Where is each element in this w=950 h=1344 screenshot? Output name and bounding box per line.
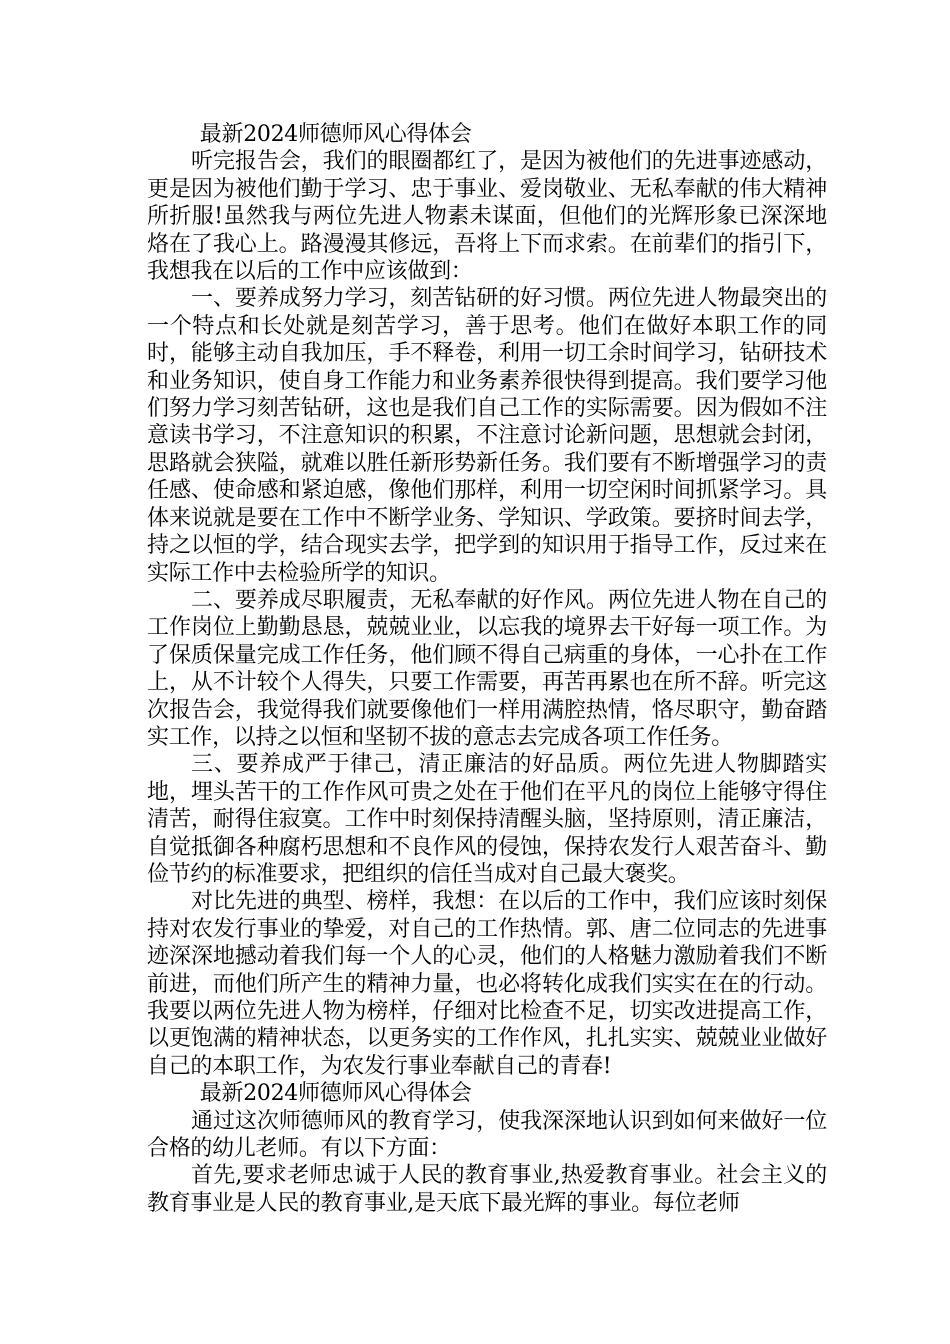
document-body [147, 121, 827, 1217]
paragraph: 通过这次师德师风的教育学习，使我深深地认识到如何来做好一位合格的幼儿老师。有以下方面： [147, 1108, 827, 1162]
paragraph: 一、要养成努力学习，刻苦钻研的好习惯。两位先进人物最突出的一个特点和长处就是刻苦学习，善于思考。他们在做好本职工作的同时，能够主动自我加压，手不释卷，利用一切工余时间学习，钻研技术和业务知识，使自身工作能力和业务素养很快得到提高。我们要学习他们努力学习刻苦钻研，这也是我们自己工作的实际需要。因为假如不注意读书学习，不注意知识的积累，不注意讨论新问题，思想就会封闭，思路就会狭隘，就难以胜任新形势新任务。我们要有不断增强学习的责任感、使命感和紧迫感，像他们那样，利用一切空闲时间抓紧学习。具体来说就是要在工作中不断学业务、学知识、学政策。要挤时间去学，持之以恒的学，结合现实去学，把学到的知识用于指导工作，反过来在实际工作中去检验所学的知识。 [147, 286, 827, 586]
paragraph: 首先,要求老师忠诚于人民的教育事业,热爱教育事业。社会主义的教育事业是人民的教育事业,是天底下最光辉的事业。每位老师 [147, 1163, 827, 1216]
paragraph: 听完报告会，我们的眼圈都红了，是因为被他们的先进事迹感动，更是因为被他们勤于学习、忠于事业、爱岗敬业、无私奉献的伟大精神所折服!虽然我与两位先进人物素未谋面，但他们的光辉形象已深深地烙在了我心上。路漫漫其修远，吾将上下而求索。在前辈们的指引下，我想我在以后的工作中应该做到： [147, 149, 827, 285]
paragraph: 二、要养成尽职履责，无私奉献的好作风。两位先进人物在自己的工作岗位上勤勤恳恳，兢兢业业，以忘我的境界去干好每一项工作。为了保质保量完成工作任务，他们顾不得自己病重的身体，一心扑在工作上，从不计较个人得失，只要工作需要，再苦再累也在所不辞。听完这次报告会，我觉得我们就要像他们一样用满腔热情，恪尽职守，勤奋踏实工作，以持之以恒和坚韧不拔的意志去完成各项工作任务。 [147, 587, 827, 750]
paragraph: 对比先进的典型、榜样，我想：在以后的工作中，我们应该时刻保持对农发行事业的挚爱，对自己的工作热情。郭、唐二位同志的先进事迹深深地撼动着我们每一个人的心灵，他们的人格魅力激励着我们不断前进，而他们所产生的精神力量，也必将转化成我们实实在在的行动。我要以两位先进人物为榜样，仔细对比检查不足，切实改进提高工作，以更饱满的精神状态，以更务实的工作作风，扎扎实实、兢兢业业做好自己的本职工作，为农发行事业奉献自己的青春! [147, 889, 827, 1079]
section-title: 最新2024师德师风心得体会 [199, 122, 472, 147]
paragraph: 三、要养成严于律己，清正廉洁的好品质。两位先进人物脚踏实地，埋头苦干的工作作风可贵之处在于他们在平凡的岗位上能够守得住清苦，耐得住寂寞。工作中时刻保持清醒头脑，坚持原则，清正廉洁，自觉抵御各种腐朽思想和不良作风的侵蚀，保持农发行人艰苦奋斗、勤俭节约的标准要求，把组织的信任当成对自己最大褒奖。 [147, 752, 827, 887]
section-title: 最新2024师德师风心得体会 [199, 1081, 472, 1107]
